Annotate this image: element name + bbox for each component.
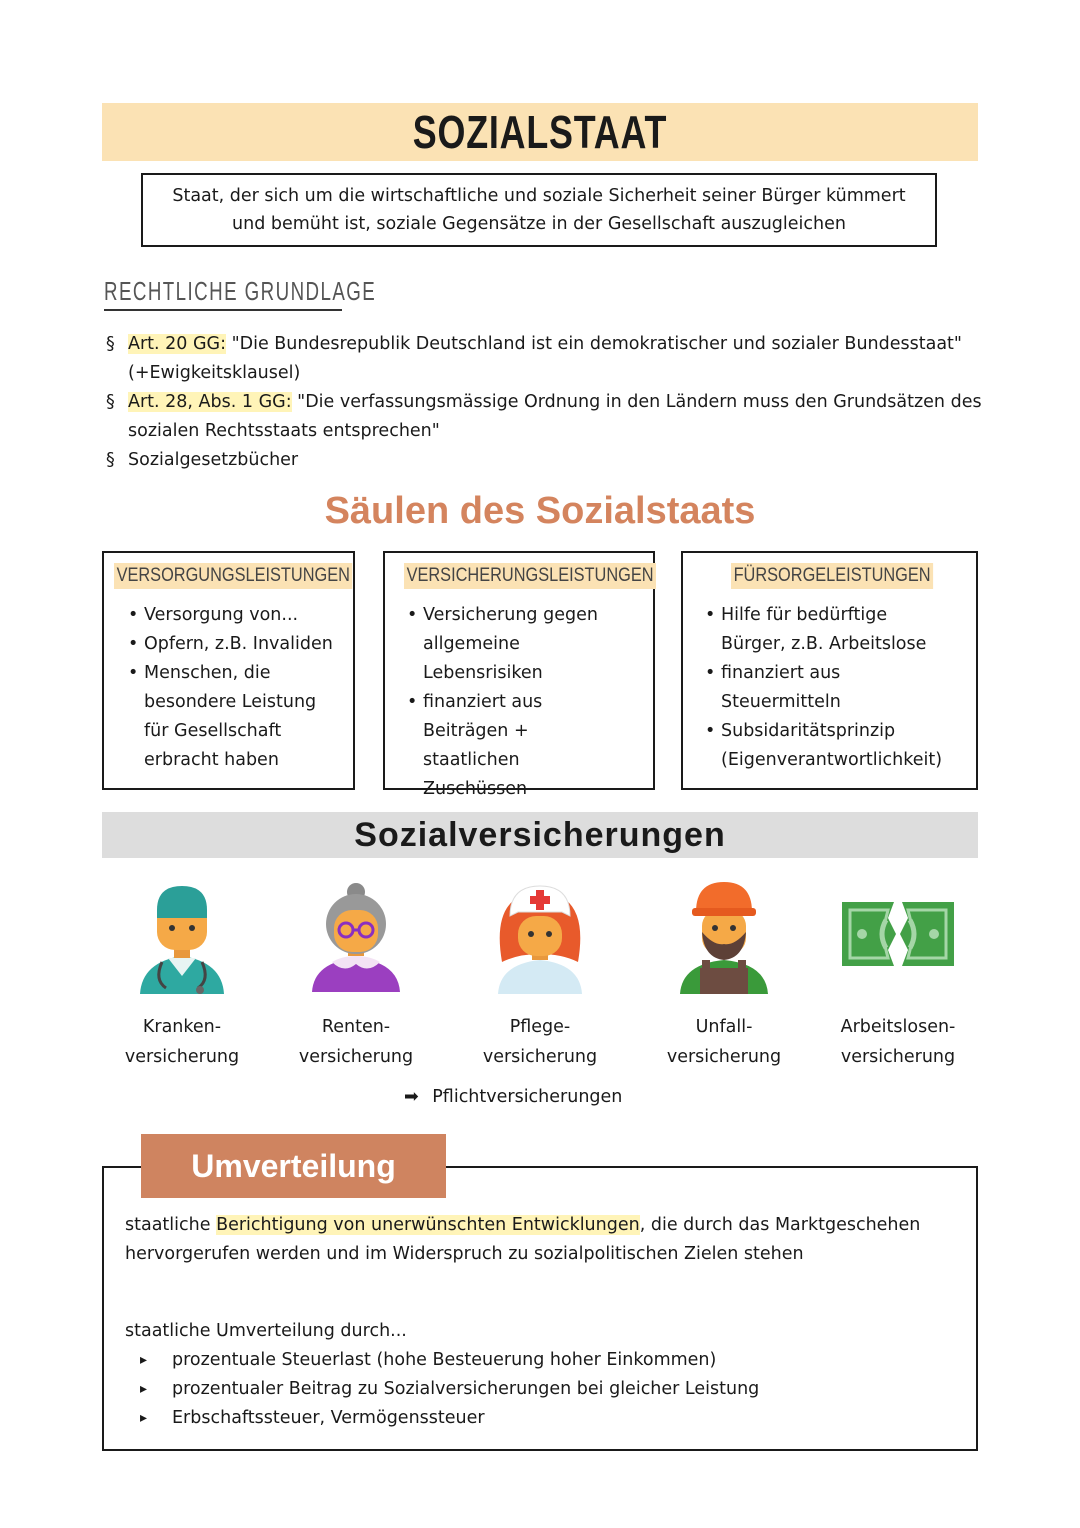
- pillar-versicherung: [383, 551, 655, 799]
- page-title: SOZIALSTAAT: [412, 106, 668, 158]
- paragraph-symbol: §: [106, 334, 115, 354]
- list-item: • Versicherung gegen allgemeine Lebensrisiken: [405, 601, 605, 688]
- insurance-label-line: Kranken-: [142, 1017, 222, 1037]
- arrow-right-icon: ➡: [404, 1087, 419, 1107]
- pillar-title: FÜRSORGELEISTUNGEN: [731, 563, 933, 589]
- list-item: • finanziert aus Steuermitteln: [703, 659, 881, 717]
- highlighted-text: Berichtigung von unerwünschten Entwicklungen: [216, 1215, 640, 1235]
- construction-worker-icon: [664, 876, 784, 996]
- doctor-icon: [122, 876, 242, 996]
- pillars-heading: Säulen des Sozialstaats: [324, 490, 756, 532]
- insurance-label-line: versicherung: [840, 1047, 956, 1067]
- insurance-label-line: Pflege-: [509, 1017, 571, 1037]
- legal-text: "Die verfassungsmässige Ordnung in den Ländern muss den Grundsätzen des sozialen Rechtsstaats entsprechen": [128, 392, 982, 441]
- grandmother-icon: [296, 876, 416, 996]
- insurance-label-line: Arbeitslosen-: [840, 1017, 956, 1037]
- legal-item: [106, 330, 986, 388]
- insurances-heading: Sozialversicherungen: [354, 815, 726, 854]
- legal-heading-underline: [104, 309, 342, 311]
- legal-item: [106, 388, 986, 446]
- mandatory-insurances: [404, 1082, 622, 1112]
- nurse-icon: [480, 876, 600, 996]
- insurance-label-line: versicherung: [124, 1047, 240, 1067]
- definition-text: Staat, der sich um die wirtschaftliche und soziale Sicherheit seiner Bürger kümmert und bemüht ist, soziale Gegensätze in der Gesellschaft auszugleichen: [172, 186, 906, 234]
- paragraph-symbol: §: [106, 392, 115, 412]
- list-item: • Subsidaritätsprinzip (Eigenverantwortlichkeit): [703, 717, 971, 775]
- pillar-points: [703, 601, 978, 775]
- insurance-label-pflege: [455, 1012, 625, 1072]
- list-item: • Versorgung von...: [126, 601, 351, 630]
- list-item: • Hilfe für bedürftige Bürger, z.B. Arbeitslose: [703, 601, 941, 659]
- insurance-label-unfall: [639, 1012, 809, 1072]
- insurance-label-line: versicherung: [298, 1047, 414, 1067]
- legal-ref: Art. 20 GG:: [128, 334, 227, 354]
- insurance-label-line: versicherung: [666, 1047, 782, 1067]
- insurance-label-line: Renten-: [321, 1017, 391, 1037]
- redistribution-list: [140, 1346, 960, 1433]
- legal-ref: Art. 28, Abs. 1 GG:: [128, 392, 292, 412]
- mandatory-text: Pflichtversicherungen: [432, 1087, 623, 1107]
- paragraph-symbol: §: [106, 450, 115, 470]
- legal-text: "Die Bundesrepublik Deutschland ist ein demokratischer und sozialer Bundesstaat" (+Ewigkeitsklausel): [128, 334, 962, 383]
- list-item: ▸ Erbschaftssteuer, Vermögenssteuer: [140, 1404, 960, 1433]
- pillar-points: [126, 601, 351, 775]
- redistribution-definition: [125, 1211, 955, 1269]
- text-span: staatliche: [125, 1215, 217, 1235]
- list-item: • finanziert aus Beiträgen + staatlichen Zuschüssen: [405, 688, 605, 804]
- list-item: ▸ prozentuale Steuerlast (hohe Besteuerung hoher Einkommen): [140, 1346, 960, 1375]
- redistribution-intro: staatliche Umverteilung durch...: [125, 1321, 407, 1341]
- broken-money-icon: [838, 876, 958, 996]
- legal-item: [106, 446, 986, 475]
- text-span: , die durch das Marktgeschehen hervorgerufen werden und im Widerspruch zu sozialpolitischen Zielen stehen: [125, 1215, 921, 1264]
- insurance-label-line: Unfall-: [695, 1017, 753, 1037]
- redistribution-heading: Umverteilung: [191, 1147, 396, 1184]
- pillar-title: VERSICHERUNGSLEISTUNGEN: [404, 563, 656, 589]
- insurance-label-kranken: [97, 1012, 267, 1072]
- insurance-label-line: versicherung: [482, 1047, 598, 1067]
- legal-text: Sozialgesetzbücher: [128, 450, 299, 470]
- list-item: • Opfern, z.B. Invaliden: [126, 630, 351, 659]
- pillar-title: VERSORGUNGSLEISTUNGEN: [114, 563, 353, 589]
- pillar-fuersorge: [681, 551, 978, 790]
- definition-box: [141, 173, 937, 247]
- pillar-points: [405, 601, 605, 804]
- list-item: • Menschen, die besondere Leistung für Gesellschaft erbracht haben: [126, 659, 324, 775]
- legal-heading: RECHTLICHE GRUNDLAGE: [104, 276, 377, 306]
- legal-list: [106, 330, 986, 475]
- insurance-label-renten: [271, 1012, 441, 1072]
- list-item: ▸ prozentualer Beitrag zu Sozialversicherungen bei gleicher Leistung: [140, 1375, 960, 1404]
- pillar-versorgung: [102, 551, 355, 790]
- insurance-label-arbeitslosen: [813, 1012, 983, 1072]
